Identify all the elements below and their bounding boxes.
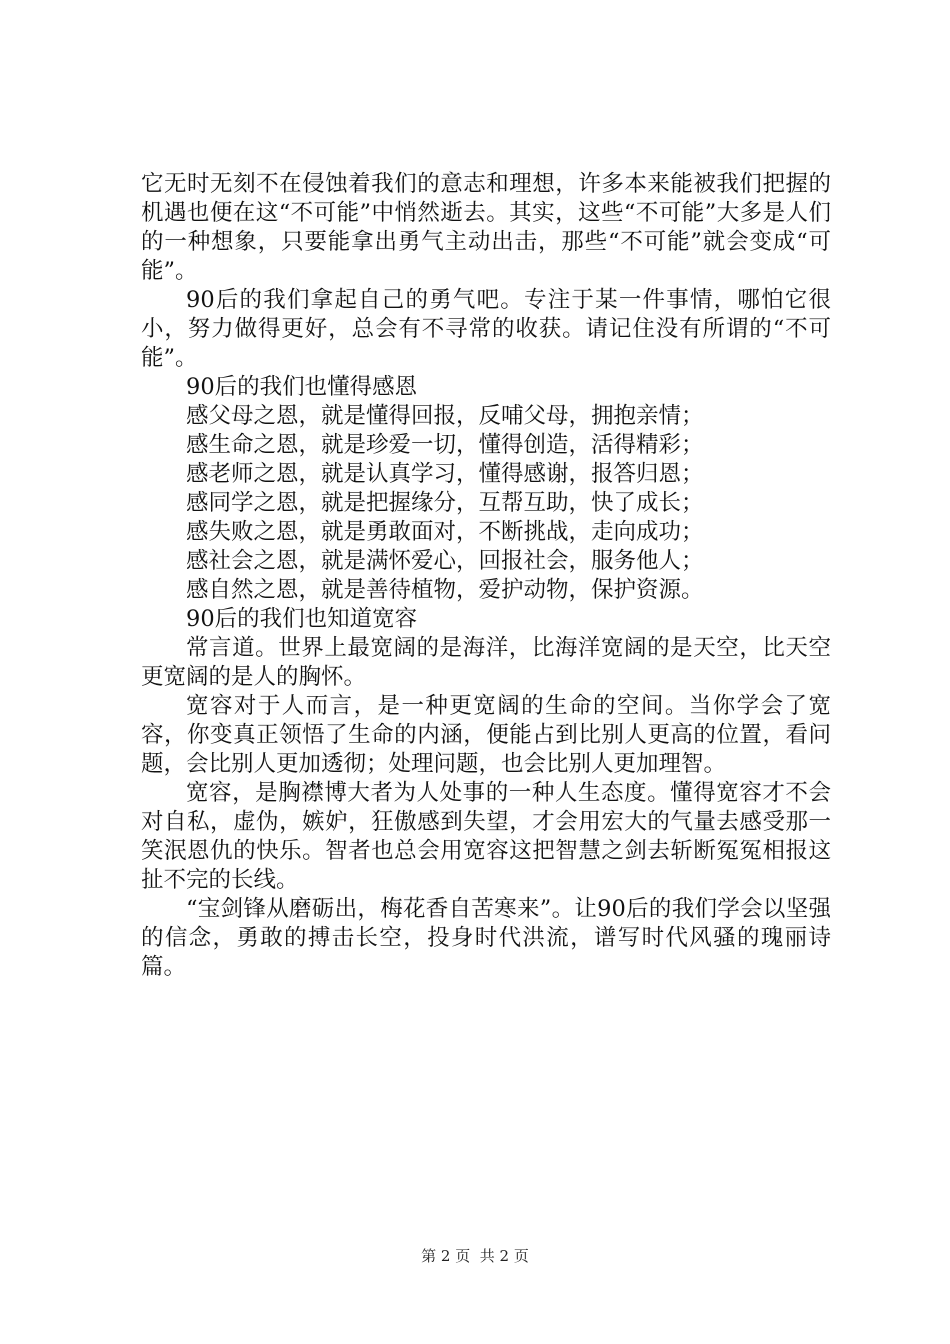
gratitude-line-society: 感社会之恩，就是满怀爱心，回报社会，服务他人； [186,548,704,574]
paragraph: 90后的我们拿起自己的勇气吧。专注于某一件事情，哪怕它很小，努力做得更好，总会有不寻常的收获。请记住没有所谓的“不可能”。 [141,287,831,371]
paragraph: 它无时无刻不在侵蚀着我们的意志和理想，许多本来能被我们把握的机遇也便在这“不可能”中悄然逝去。其实，这些“不可能”大多是人们的一种想象，只要能拿出勇气主动出击，那些“不可能”就会变成“可能”。 [141,171,831,284]
gratitude-line-failure: 感失败之恩，就是勇敢面对，不断挑战，走向成功； [186,519,704,545]
paragraph: 宽容，是胸襟博大者为人处事的一种人生态度。懂得宽容才不会对自私，虚伪，嫉妒，狂傲感到失望，才会用宏大的气量去感受那一笑泯恩仇的快乐。智者也总会用宽容这把智慧之剑去斩断冤冤相报这扯不完的长线。 [141,780,831,893]
gratitude-line-parents: 感父母之恩，就是懂得回报，反哺父母，拥抱亲情； [186,403,704,429]
paragraph: 常言道。世界上最宽阔的是海洋，比海洋宽阔的是天空，比天空更宽阔的是人的胸怀。 [141,635,831,690]
gratitude-line-life: 感生命之恩，就是珍爱一切，懂得创造，活得精彩； [186,432,704,458]
document-body [141,170,831,982]
section-heading-gratitude: 90后的我们也懂得感恩 [186,374,418,400]
page-number-footer: 第 2 页 共 2 页 [421,1247,529,1265]
gratitude-line-classmates: 感同学之恩，就是把握缘分，互帮互助，快了成长； [186,490,704,516]
gratitude-line-nature: 感自然之恩，就是善待植物，爱护动物，保护资源。 [186,577,704,603]
paragraph: “宝剑锋从磨砺出，梅花香自苦寒来”。让90后的我们学会以坚强的信念，勇敢的搏击长空，投身时代洪流，谱写时代风骚的瑰丽诗篇。 [141,896,831,980]
section-heading-tolerance: 90后的我们也知道宽容 [186,606,418,632]
paragraph: 宽容对于人而言，是一种更宽阔的生命的空间。当你学会了宽容，你变真正领悟了生命的内涵，便能占到比别人更高的位置，看问题，会比别人更加透彻；处理问题，也会比别人更加理智。 [141,693,831,777]
gratitude-line-teachers: 感老师之恩，就是认真学习，懂得感谢，报答归恩； [186,461,704,487]
